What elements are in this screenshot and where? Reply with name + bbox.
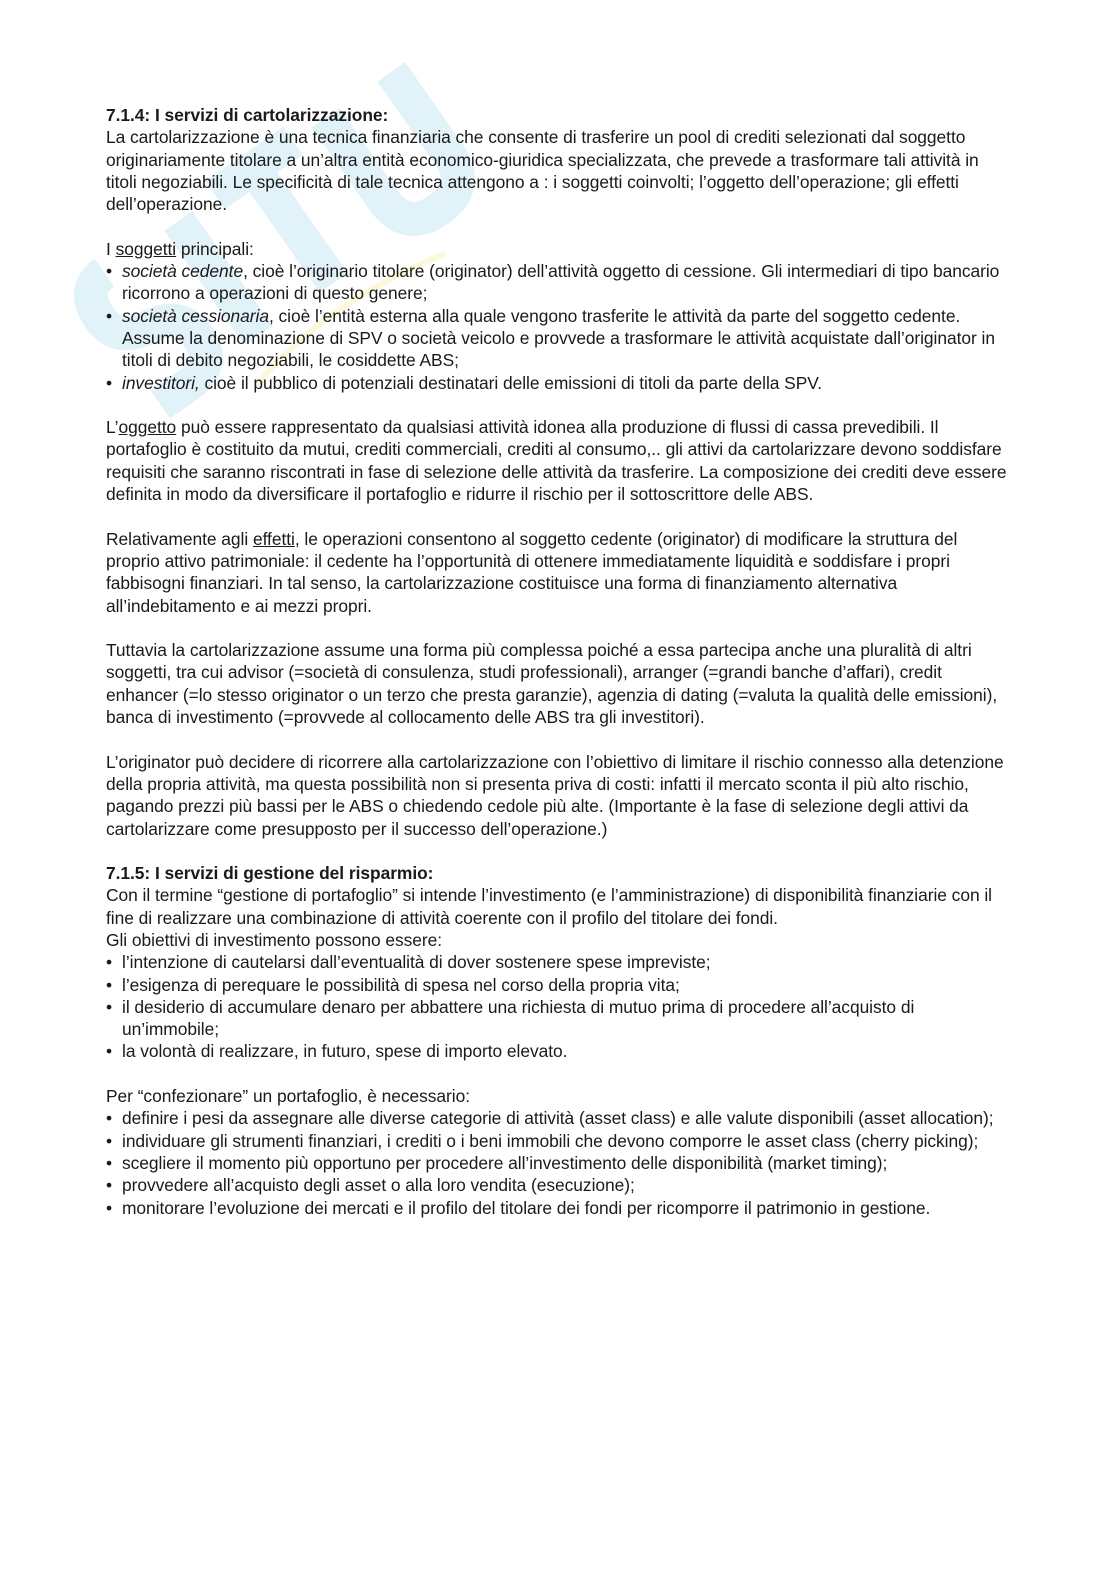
list-item: • l’esigenza di perequare le possibilità di spesa nel corso della propria vita; (106, 974, 680, 995)
section-heading-cartolarizzazione: 7.1.4: I servizi di cartolarizzazione: (106, 105, 389, 125)
list-item: • l’intenzione di cautelarsi dall’eventualità di dover sostenere spese impreviste; (106, 952, 711, 973)
obiettivi-list (106, 951, 1011, 1062)
originator-paragraph: L’originator può decidere di ricorrere alla cartolarizzazione con l’obiettivo di limitare il rischio connesso alla detenzione della propria attività, ma questa possibilità non si presenta priva di costi: infatti il mercato sconta il più alto rischio, pagando prezzi più bassi per le ABS o chiedendo cedole più alte. (Importante è la fase di selezione degli attivi da cartolarizzare come presupposto per il successo dell’operazione.) (106, 751, 1004, 839)
soggetti-list (106, 260, 1011, 394)
oggetto-paragraph: L’oggetto può essere rappresentato da qualsiasi attività idonea alla produzione di flussi di cassa prevedibili. Il portafoglio è costituito da mutui, crediti commerciali, crediti al consumo,.. gli attivi da cartolarizzare devono soddisfare requisiti che saranno riscontrati in fase di selezione delle attività da trasferire. La composizione dei crediti deve essere definita in modo da diversificare il portafoglio e ridurre il rischio per il sottoscrittore delle ABS. (106, 417, 1007, 505)
list-item: • il desiderio di accumulare denaro per abbattere una richiesta di mutuo prima di procedere all’acquisto di un’immobile; (106, 996, 915, 1040)
list-item: • società cessionaria, cioè l’entità esterna alla quale vengono trasferite le attività da parte del soggetto cedente. Assume la denominazione di SPV o società veicolo e provvede a trasformare le attività acquistate dall’originator in titoli di debito negoziabili, le cosiddette ABS; (106, 305, 995, 371)
confezionare-lead: Per “confezionare” un portafoglio, è necessario: (106, 1086, 470, 1107)
obiettivi-lead: Gli obiettivi di investimento possono essere: (106, 929, 443, 950)
gestione-intro-paragraph: Con il termine “gestione di portafoglio” si intende l’investimento (e l’amministrazione) di disponibilità finanziarie con il fine di realizzare una combinazione di attività coerente con il profilo del titolare dei fondi. (106, 885, 992, 928)
list-item: • provvedere all’acquisto degli asset o alla loro vendita (esecuzione); (106, 1175, 635, 1196)
list-item: • monitorare l’evoluzione dei mercati e il profilo del titolare dei fondi per ricomporre il patrimonio in gestione. (106, 1197, 931, 1218)
soggetti-underlined: soggetti (115, 238, 177, 259)
list-item: • individuare gli strumenti finanziari, i crediti o i beni immobili che devono comporre le asset class (cherry picking); (106, 1130, 979, 1151)
list-item: • la volontà di realizzare, in futuro, spese di importo elevato. (106, 1041, 568, 1062)
list-item: • società cedente, cioè l’originario titolare (originator) dell’attività oggetto di cessione. Gli intermediari di tipo bancario ricorrono a operazioni di questo genere; (106, 261, 1000, 304)
intro-paragraph: La cartolarizzazione è una tecnica finanziaria che consente di trasferire un pool di crediti selezionati dal soggetto originariamente titolare a un’altra entità economico-giuridica specializzata, che prevede a trasformare tali attività in titoli negoziabili. Le specificità di tale tecnica attengono a : i soggetti coinvolti; l’oggetto dell’operazione; gli effetti dell’operazione. (106, 127, 979, 215)
tuttavia-paragraph: Tuttavia la cartolarizzazione assume una forma più complessa poiché a essa partecipa anche una pluralità di altri soggetti, tra cui advisor (=società di consulenza, studi professionali), arranger (=grandi banche d’affari), credit enhancer (=lo stesso originator o un terzo che presta garanzie), agenzia di dating (=valuta la qualità delle emissioni), banca di investimento (=provvede al collocamento delle ABS tra gli investitori). (106, 640, 998, 728)
section-heading-gestione-risparmio: 7.1.5: I servizi di gestione del risparmio: (106, 863, 434, 884)
document-page (106, 104, 1011, 1219)
list-item: • investitori, cioè il pubblico di potenziali destinatari delle emissioni di titoli da parte della SPV. (106, 372, 822, 393)
soggetti-lead: I soggetti principali: (106, 238, 254, 259)
confezionare-list (106, 1107, 1011, 1218)
effetti-paragraph: Relativamente agli effetti, le operazioni consentono al soggetto cedente (originator) di modificare la struttura del proprio attivo patrimoniale: il cedente ha l’opportunità di ottenere immediatamente liquidità e soddisfare i propri fabbisogni finanziari. In tal senso, la cartolarizzazione costituisce una forma di finanziamento alternativa all’indebitamento e ai mezzi propri. (106, 528, 958, 616)
list-item: • definire i pesi da assegnare alle diverse categorie di attività (asset class) e alle valute disponibili (asset allocation); (106, 1108, 994, 1129)
list-item: • scegliere il momento più opportuno per procedere all’investimento delle disponibilità (market timing); (106, 1152, 888, 1173)
